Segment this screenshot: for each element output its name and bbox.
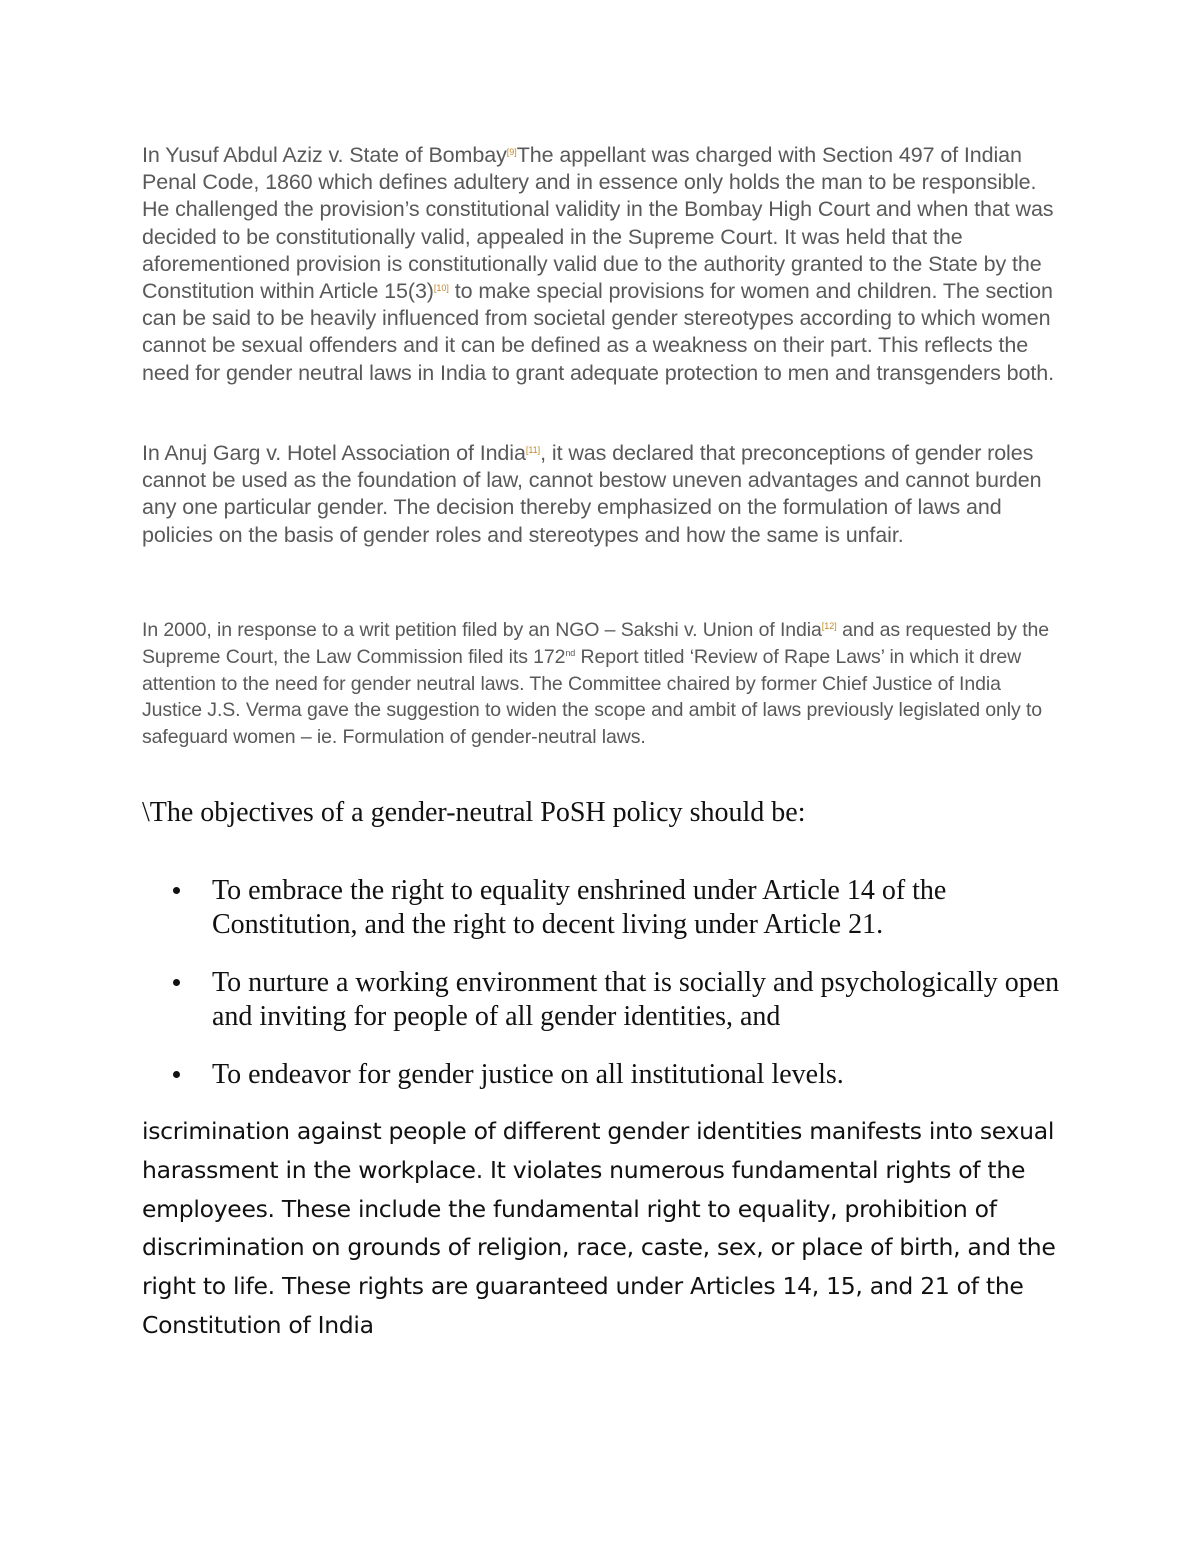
paragraph-anuj-garg (142, 440, 1062, 549)
footnote-ref-10[interactable]: [10] (433, 283, 449, 294)
paragraph-1-text-end: to make special provisions for women and children. The section can be said to be heavily influenced from societal gender stereotypes according to which women cannot be sexual offenders and it can be defined as a weakness on their part. This reflects the need for gender neutral laws in India to grant adequate protection to men and transgenders both. (142, 279, 1054, 385)
paragraph-2-text-end: , it was declared that preconceptions of gender roles cannot be used as the foundation of law, cannot bestow uneven advantages and cannot burden any one particular gender. The decision thereby emphasized on the formulation of laws and policies on the basis of gender roles and stereotypes and how the same is unfair. (142, 441, 1042, 547)
objective-text: To nurture a working environment that is socially and psychologically open and inviting for people of all gender identities, and (212, 967, 1060, 1032)
objective-item (170, 1058, 1070, 1092)
ordinal-suffix: nd (565, 647, 576, 658)
paragraph-3-text-end: Report titled ‘Review of Rape Laws’ in which it drew attention to the need for gender neutral laws. The Committee chaired by former Chief Justice of India Justice J.S. Verma gave the suggestion to widen the scope and ambit of laws previously legislated only to safeguard women – ie. Formulation of gender-neutral laws. (142, 645, 1043, 749)
objective-text: To endeavor for gender justice on all institutional levels. (212, 1059, 844, 1090)
paragraph-3-text-start: In 2000, in response to a writ petition filed by an NGO – Sakshi v. Union of India (142, 619, 822, 641)
paragraph-yusuf-abdul-aziz (142, 142, 1062, 387)
bullet-icon (173, 887, 180, 894)
objectives-list (170, 874, 1070, 1092)
paragraph-3-text-middle: and as requested by the Supreme Court, the Law Commission filed its 172 (142, 619, 1050, 668)
paragraph-2-text-start: In Anuj Garg v. Hotel Association of India (142, 441, 526, 465)
footnote-ref-11[interactable]: [11] (525, 445, 541, 455)
closing-paragraph: iscrimination against people of different gender identities manifests into sexual harassment in the workplace. It violates numerous fundamental rights of the employees. These include the fundamental right to equality, prohibition of discrimination on grounds of religion, race, caste, sex, or place of birth, and the right to life. These rights are guaranteed under Articles 14, 15, and 21 of the Constitution of India (142, 1117, 1056, 1339)
objective-text: To embrace the right to equality enshrined under Article 14 of the Constitution, and the right to decent living under Article 21. (212, 875, 947, 940)
objective-item (170, 966, 1070, 1034)
bullet-icon (173, 979, 180, 986)
objectives-heading: \The objectives of a gender-neutral PoSH policy should be: (142, 797, 806, 828)
paragraph-1-text-middle: The appellant was charged with Section 497 of Indian Penal Code, 1860 which defines adultery and in essence only holds the man to be responsible. He challenged the provision’s constitutional validity in the Bombay High Court and when that was decided to be constitutionally valid, appealed in the Supreme Court. It was held that the aforementioned provision is constitutionally valid due to the authority granted to the State by the Constitution within Article 15(3) (142, 143, 1054, 304)
paragraph-1-text-start: In Yusuf Abdul Aziz v. State of Bombay (142, 143, 507, 167)
footnote-ref-9[interactable]: [9] (506, 147, 517, 157)
bullet-icon (173, 1071, 180, 1078)
footnote-ref-12[interactable]: [12] (821, 621, 837, 631)
objective-item (170, 874, 1070, 942)
paragraph-law-commission (142, 617, 1062, 751)
